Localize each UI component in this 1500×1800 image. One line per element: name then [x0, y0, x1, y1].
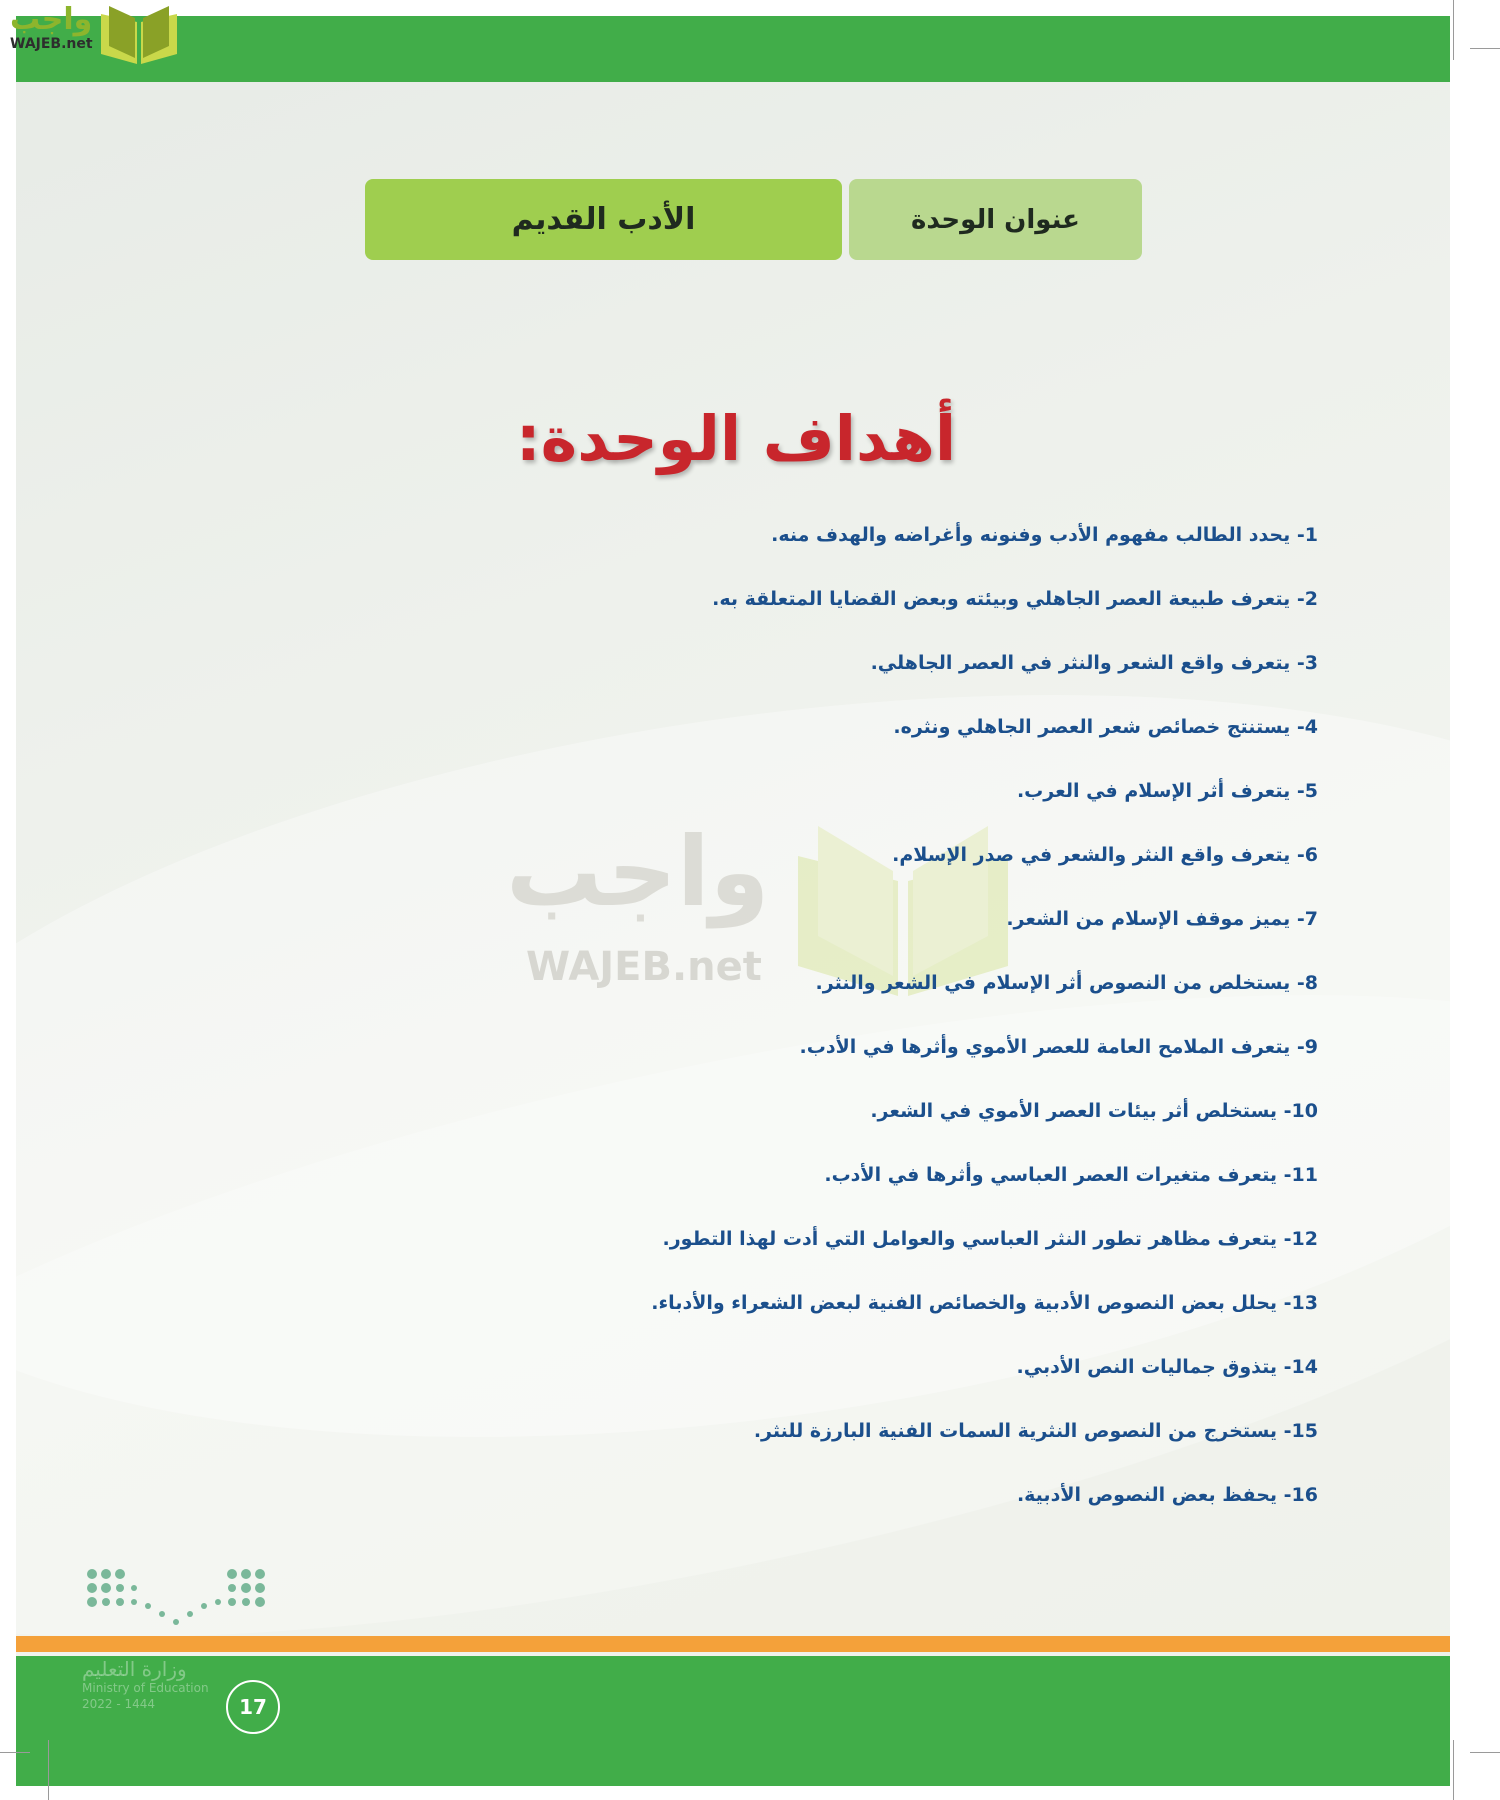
- goal-item: 10- يستخلص أثر بيئات العصر الأموي في الشعر.: [870, 1100, 1318, 1122]
- ministry-arabic: وزارة التعليم: [82, 1657, 187, 1681]
- goal-item: 9- يتعرف الملامح العامة للعصر الأموي وأثرها في الأدب.: [799, 1036, 1318, 1058]
- unit-title-box: [365, 179, 842, 260]
- goal-item: 13- يحلل بعض النصوص الأدبية والخصائص الفنية لبعض الشعراء والأدباء.: [651, 1292, 1318, 1314]
- ministry-logo-dots-icon: [84, 1566, 274, 1636]
- goal-item: 6- يتعرف واقع النثر والشعر في صدر الإسلام.: [892, 844, 1318, 866]
- unit-title: الأدب القديم: [511, 202, 696, 237]
- unit-label-box: [849, 179, 1142, 260]
- footer-orange-line: [16, 1636, 1450, 1652]
- ministry-edition: 2022 - 1444: [82, 1697, 156, 1711]
- goal-item: 16- يحفظ بعض النصوص الأدبية.: [1016, 1484, 1318, 1506]
- goal-item: 4- يستنتج خصائص شعر العصر الجاهلي ونثره.: [893, 716, 1318, 738]
- goal-item: 11- يتعرف متغيرات العصر العباسي وأثرها في الأدب.: [824, 1164, 1318, 1186]
- crop-mark: [1470, 48, 1500, 49]
- crop-mark: [1453, 1740, 1454, 1800]
- goals-heading: أهداف الوحدة:: [515, 402, 957, 475]
- crop-mark: [48, 1740, 49, 1800]
- crop-mark: [1470, 1752, 1500, 1753]
- logo-arabic: واجب: [10, 2, 93, 37]
- goal-item: 14- يتذوق جماليات النص الأدبي.: [1016, 1356, 1318, 1378]
- goal-item: 1- يحدد الطالب مفهوم الأدب وفنونه وأغراضه والهدف منه.: [771, 524, 1318, 546]
- book-icon: [99, 4, 179, 64]
- goal-item: 12- يتعرف مظاهر تطور النثر العباسي والعوامل التي أدت لهذا التطور.: [662, 1228, 1318, 1250]
- goal-item: 7- يميز موقف الإسلام من الشعر.: [1006, 908, 1318, 930]
- goal-item: 5- يتعرف أثر الإسلام في العرب.: [1016, 780, 1318, 802]
- page-number: 17: [226, 1680, 280, 1734]
- goal-item: 15- يستخرج من النصوص النثرية السمات الفنية البارزة للنثر.: [753, 1420, 1318, 1442]
- logo-latin: WAJEB.net: [10, 36, 93, 52]
- crop-mark: [0, 1752, 30, 1753]
- top-green-bar: [16, 16, 1450, 82]
- ministry-logo-text: [82, 1658, 209, 1712]
- textbook-page: [16, 16, 1450, 1786]
- wajeb-logo: [10, 4, 179, 64]
- crop-mark: [1453, 0, 1454, 60]
- goal-item: 8- يستخلص من النصوص أثر الإسلام في الشعر والنثر.: [815, 972, 1318, 994]
- unit-label: عنوان الوحدة: [911, 204, 1080, 235]
- goal-item: 2- يتعرف طبيعة العصر الجاهلي وبيئته وبعض القضايا المتعلقة به.: [712, 588, 1318, 610]
- watermark-latin: WAJEB.net: [526, 944, 762, 990]
- goal-item: 3- يتعرف واقع الشعر والنثر في العصر الجاهلي.: [870, 652, 1318, 674]
- goals-list: [418, 516, 1318, 1540]
- watermark-arabic: واجب: [506, 816, 770, 928]
- ministry-english: Ministry of Education: [82, 1681, 209, 1695]
